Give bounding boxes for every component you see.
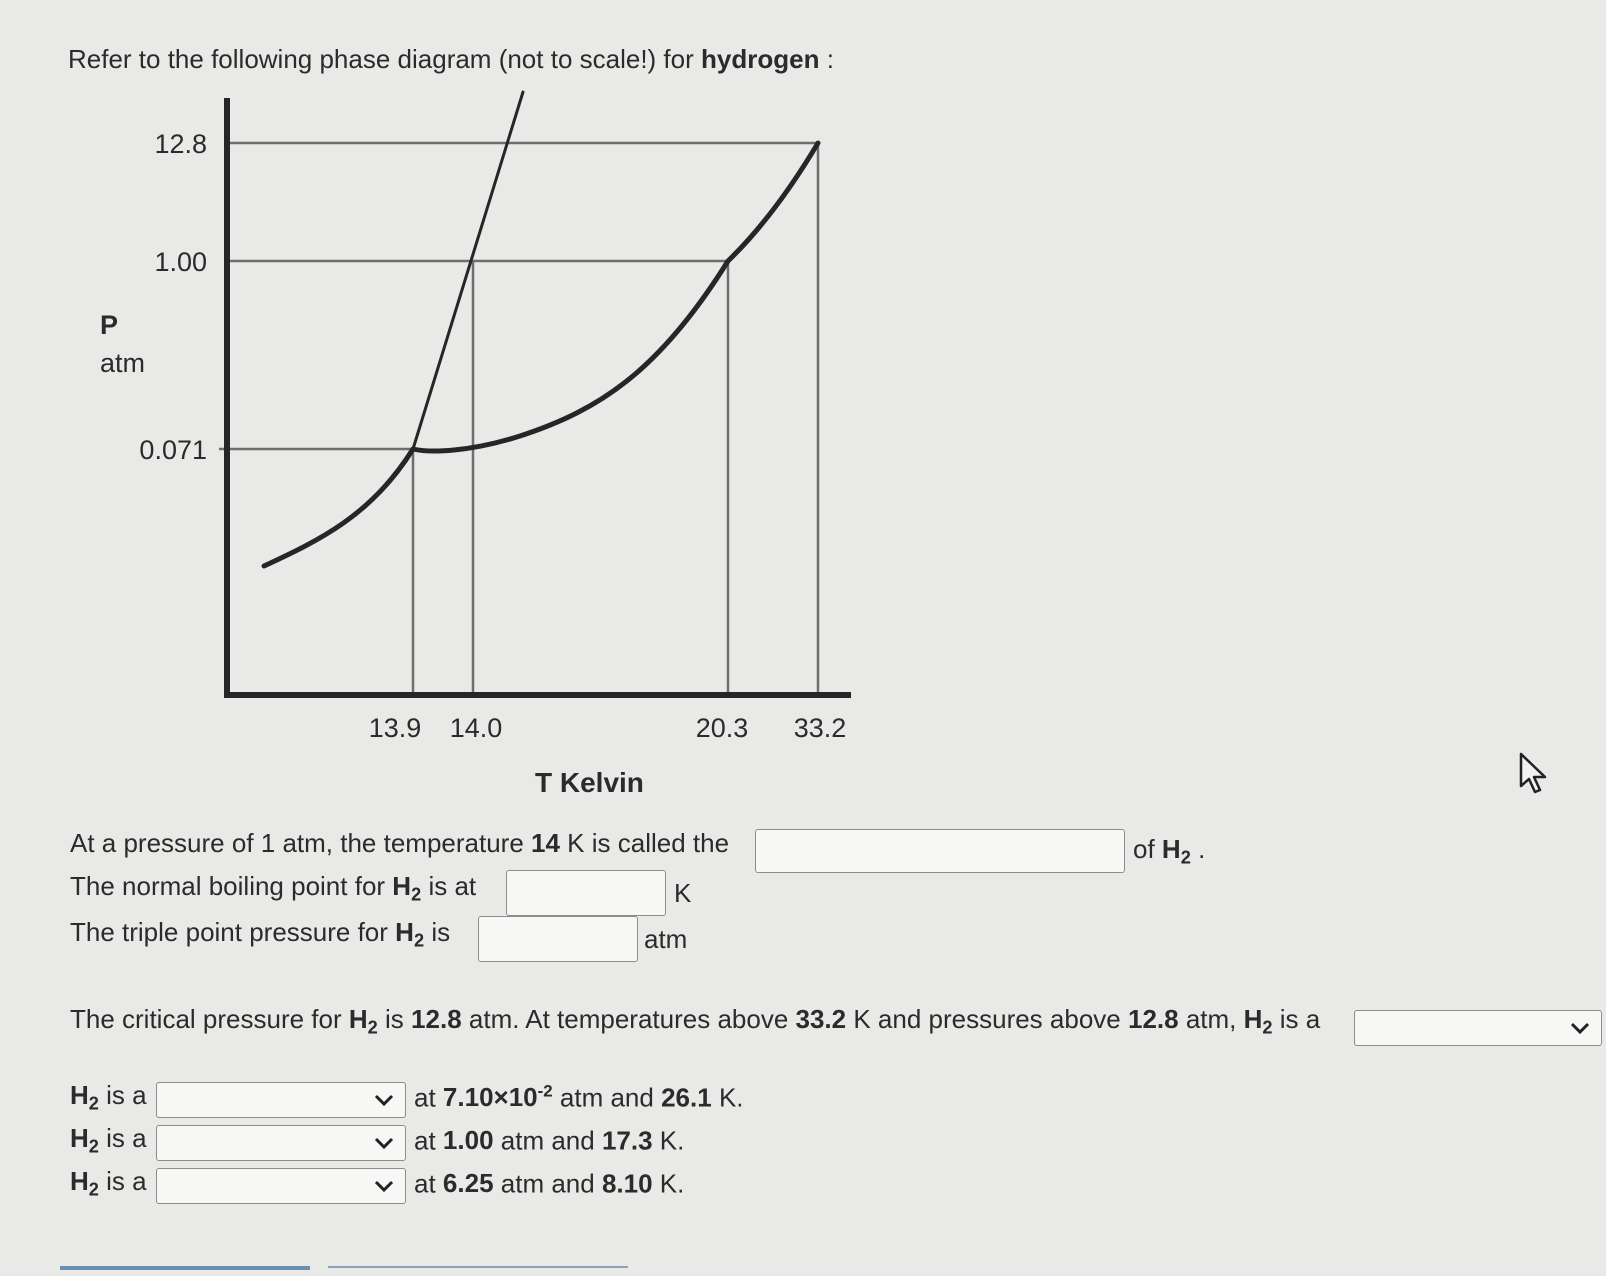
y-tick-labels bbox=[139, 129, 207, 465]
y-tick-label: 12.8 bbox=[154, 129, 207, 159]
y-axis-unit-label: atm bbox=[100, 348, 146, 378]
x-tick-label: 14.0 bbox=[449, 713, 503, 743]
q3-unit: atm bbox=[644, 924, 688, 954]
axes bbox=[224, 98, 851, 695]
chevron-down-icon bbox=[373, 1093, 395, 1107]
q1-suffix: of $H_2$ . bbox=[1133, 834, 1206, 868]
x-tick-label: 33.2 bbox=[793, 713, 847, 743]
chevron-down-icon bbox=[373, 1179, 395, 1193]
x-tick-label: 13.9 bbox=[368, 713, 422, 743]
row-label: $H_2$ is a bbox=[70, 1123, 147, 1157]
phase-boundaries bbox=[264, 92, 818, 566]
answer-input-2[interactable] bbox=[506, 870, 666, 916]
answer-input-3[interactable] bbox=[478, 916, 638, 962]
mouse-pointer-icon bbox=[1518, 752, 1552, 796]
critical-phase-select[interactable] bbox=[1354, 1010, 1602, 1046]
row-condition: at 1.00 atm and 17.3 K. bbox=[414, 1125, 685, 1156]
phase-select-2[interactable] bbox=[156, 1125, 406, 1161]
row-condition: at 6.25 atm and 8.10 K. bbox=[414, 1168, 685, 1199]
q2-unit: K bbox=[674, 878, 692, 908]
x-axis-label: T Kelvin bbox=[535, 767, 644, 798]
row-label: $H_2$ is a bbox=[70, 1166, 147, 1200]
y-tick-label: 0.071 bbox=[139, 435, 207, 465]
answer-input-1[interactable] bbox=[755, 829, 1125, 873]
y-axis-label: P bbox=[100, 310, 119, 340]
question-boiling-point: The normal boiling point for $H_2$ is at bbox=[70, 871, 477, 905]
phase-select-1[interactable] bbox=[156, 1082, 406, 1118]
reference-lines bbox=[219, 143, 818, 695]
chevron-down-icon bbox=[1569, 1021, 1591, 1035]
x-tick-label: 20.3 bbox=[695, 713, 749, 743]
question-critical: The critical pressure for $H_2$ is 12.8 atm. At temperatures above 33.2 K and pressures above 12.8 atm, $H_2$ is a bbox=[70, 1004, 1321, 1038]
y-tick-label: 1.00 bbox=[154, 247, 207, 277]
question-triple-point: The triple point pressure for $H_2$ is bbox=[70, 917, 451, 951]
intro-text: Refer to the following phase diagram (not to scale!) for hydrogen : bbox=[68, 44, 834, 74]
bottom-divider bbox=[60, 1266, 310, 1270]
vaporization-curve bbox=[264, 143, 818, 566]
row-label: $H_2$ is a bbox=[70, 1080, 147, 1114]
x-tick-labels bbox=[369, 713, 847, 743]
chevron-down-icon bbox=[373, 1136, 395, 1150]
question-normal-melting: At a pressure of 1 atm, the temperature 14 K is called the bbox=[70, 828, 730, 858]
row-condition: at $7.10\times 10^{-2}$ atm and 26.1 K. bbox=[414, 1082, 744, 1113]
melting-curve bbox=[413, 92, 523, 449]
phase-select-3[interactable] bbox=[156, 1168, 406, 1204]
bottom-divider-2 bbox=[328, 1266, 628, 1268]
